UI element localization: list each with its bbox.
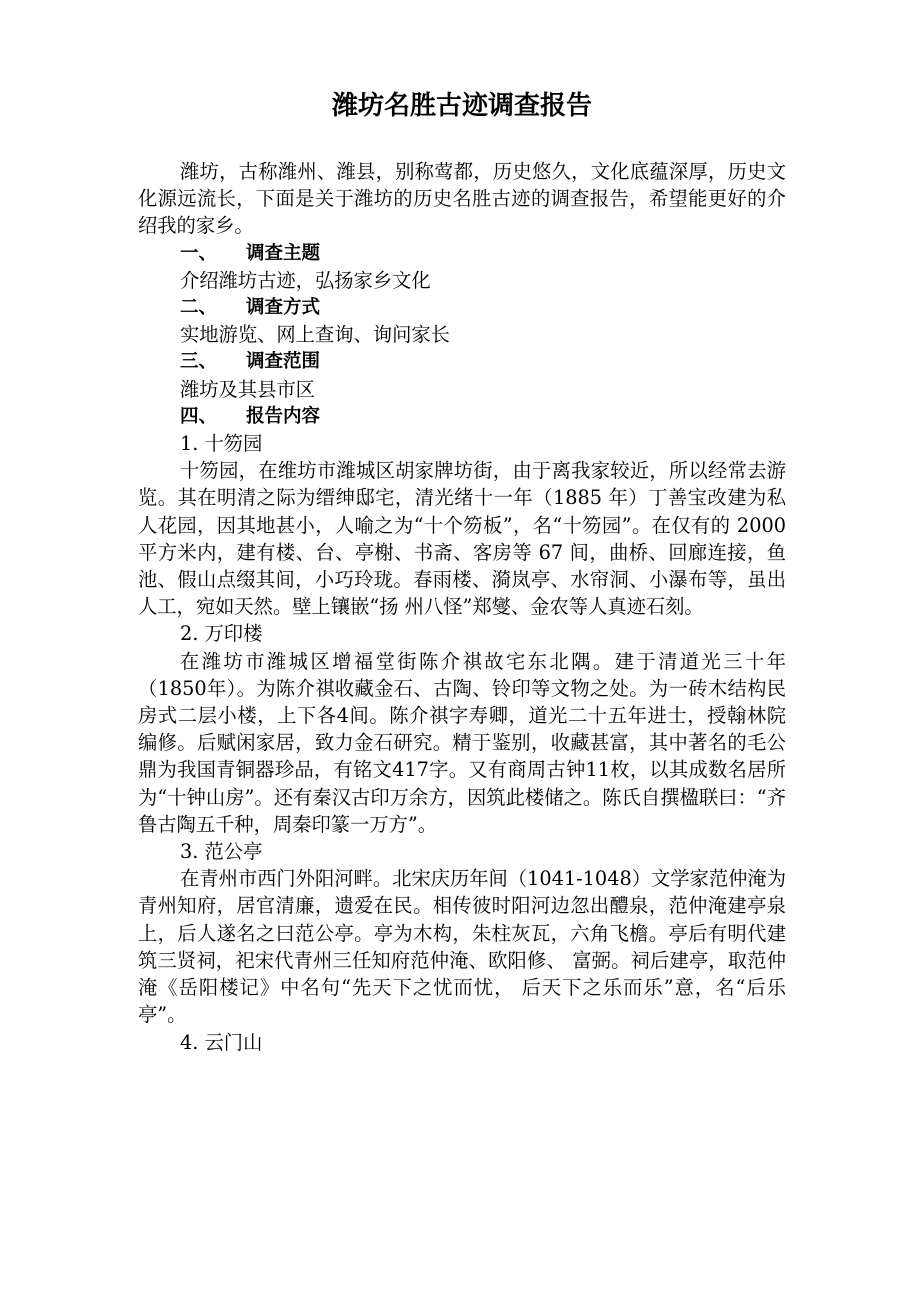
item-label: 3. 范公亭 <box>180 840 263 864</box>
section-title: 调查主题 <box>246 242 321 264</box>
section-heading <box>138 240 786 267</box>
section-content: 潍坊及其县市区 <box>180 377 315 401</box>
page-title: 潍坊名胜古迹调查报告 <box>331 91 592 121</box>
intro-paragraph: 潍坊，古称潍州、潍县，别称莺都，历史悠久，文化底蕴深厚，历史文化源远流长，下面是关于潍坊的历史名胜古迹的调查报告，希望能更好的介绍我的家乡。 <box>138 160 786 238</box>
section-number: 四、 <box>180 405 218 427</box>
document-body <box>138 158 786 1056</box>
section-title: 调查范围 <box>246 351 321 373</box>
section-title: 报告内容 <box>246 405 321 427</box>
item-label: 1. 十笏园 <box>180 432 263 456</box>
section-number: 三、 <box>180 351 218 373</box>
section-content: 实地游览、网上查询、询问家长 <box>180 323 450 347</box>
section-number: 二、 <box>180 297 218 319</box>
section-heading <box>138 294 786 321</box>
item-paragraph: 十笏园，在维坊市潍城区胡家牌坊街，由于离我家较近，所以经常去游览。其在明清之际为缙绅邸宅，清光绪十一年（1885 年）丁善宝改建为私人花园，因其地甚小，人喻之为“十个笏板”，名“十笏园”。在仅有的 2000 平方米内，建有楼、台、亭榭、书斋、客房等 67 间，曲桥、回廊连接，鱼池、假山点缀其间，小巧玲珑。春雨楼、漪岚亭、水帘洞、小瀑布等，虽出人工，宛如天然。壁上镶嵌“扬 州八怪”郑燮、金农等人真迹石刻。 <box>138 459 786 619</box>
item-paragraph: 在潍坊市潍城区增福堂街陈介祺故宅东北隅。建于清道光三十年（1850年）。为陈介祺收藏金石、古陶、铃印等文物之处。为一砖木结构民房式二层小楼，上下各4间。陈介祺字寿卿，道光二十五年进士，授翰林院编修。后赋闲家居，致力金石研究。精于鉴别，收藏甚富，其中著名的毛公鼎为我国青铜器珍品，有铭文417字。又有商周古钟11枚，以其成数名居所为“十钟山房”。还有秦汉古印万余方，因筑此楼储之。陈氏自撰楹联曰：“齐鲁古陶五千种，周秦印篆一万方”。 <box>138 649 786 836</box>
item-paragraph: 在青州市西门外阳河畔。北宋庆历年间（1041-1048）文学家范仲淹为青州知府，居官清廉，遗爱在民。相传彼时阳河边忽出醴泉，范仲淹建亭泉上，后人遂名之曰范公亭。亭为木构，朱柱灰瓦，六角飞檐。亭后有明代建筑三贤祠，祀宋代青州三任知府范仲淹、欧阳修、 富弼。祠后建亭，取范仲淹《岳阳楼记》中名句“先天下之忧而忧， 后天下之乐而乐”意，名“后乐亭”。 <box>138 867 786 1027</box>
item-label: 2. 万印楼 <box>180 622 263 646</box>
item-label: 4. 云门山 <box>180 1030 263 1054</box>
section-number: 一、 <box>180 242 218 264</box>
section-heading <box>138 403 786 430</box>
section-content: 介绍潍坊古迹，弘扬家乡文化 <box>180 268 431 292</box>
section-title: 调查方式 <box>246 297 321 319</box>
section-heading <box>138 348 786 375</box>
